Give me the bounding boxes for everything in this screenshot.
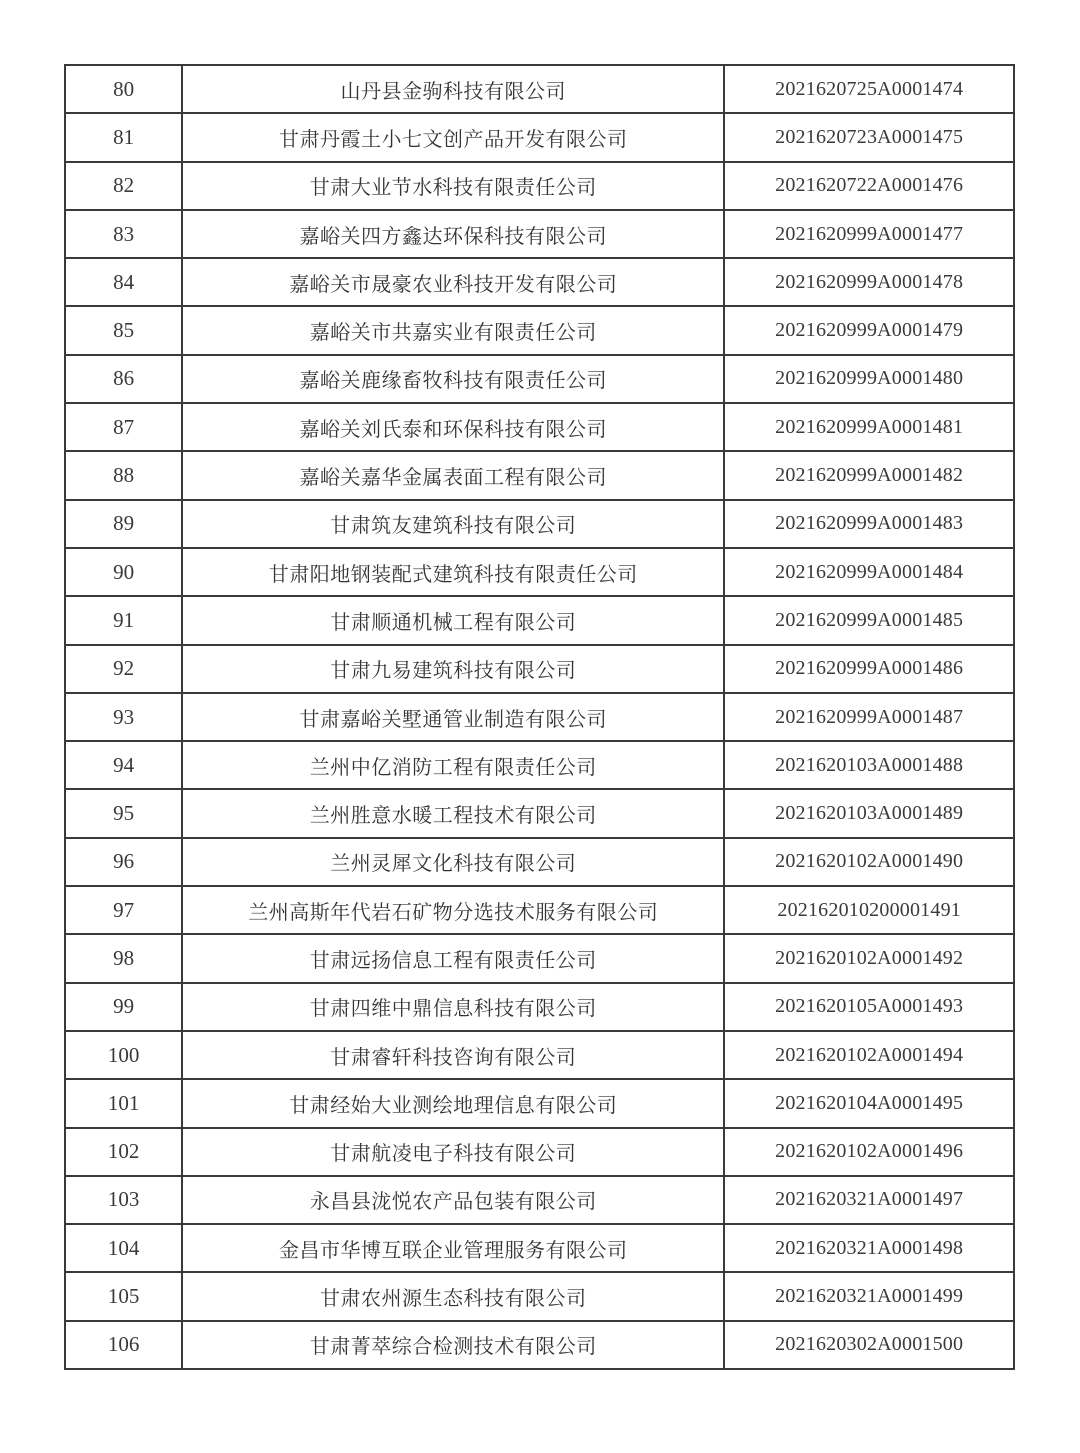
table-row (65, 934, 1014, 982)
table-row (65, 355, 1014, 403)
row-number: 103 (65, 1176, 182, 1224)
company-name: 嘉峪关市晟豪农业科技开发有限公司 (182, 258, 724, 306)
registration-code: 2021620302A0001500 (724, 1321, 1014, 1369)
table-row (65, 306, 1014, 354)
registration-code: 2021620321A0001498 (724, 1224, 1014, 1272)
registration-code: 2021620321A0001497 (724, 1176, 1014, 1224)
table-row (65, 258, 1014, 306)
company-name: 甘肃远扬信息工程有限责任公司 (182, 934, 724, 982)
company-name: 金昌市华博互联企业管理服务有限公司 (182, 1224, 724, 1272)
company-name: 甘肃菁萃综合检测技术有限公司 (182, 1321, 724, 1369)
company-name: 甘肃阳地钢装配式建筑科技有限责任公司 (182, 548, 724, 596)
company-name: 甘肃四维中鼎信息科技有限公司 (182, 983, 724, 1031)
row-number: 89 (65, 500, 182, 548)
registration-code: 2021620103A0001488 (724, 741, 1014, 789)
table-row (65, 1321, 1014, 1369)
row-number: 81 (65, 113, 182, 161)
table-row (65, 403, 1014, 451)
table-row (65, 596, 1014, 644)
row-number: 80 (65, 65, 182, 113)
registration-code: 2021620999A0001482 (724, 451, 1014, 499)
table-row (65, 65, 1014, 113)
row-number: 97 (65, 886, 182, 934)
row-number: 102 (65, 1128, 182, 1176)
row-number: 96 (65, 838, 182, 886)
registration-code: 2021620725A0001474 (724, 65, 1014, 113)
row-number: 98 (65, 934, 182, 982)
registration-code: 2021620999A0001485 (724, 596, 1014, 644)
company-name: 嘉峪关四方鑫达环保科技有限公司 (182, 210, 724, 258)
table-row (65, 789, 1014, 837)
registration-code: 2021620104A0001495 (724, 1079, 1014, 1127)
registration-code: 2021620103A0001489 (724, 789, 1014, 837)
table-row (65, 1224, 1014, 1272)
table-row (65, 983, 1014, 1031)
row-number: 94 (65, 741, 182, 789)
table-row (65, 1079, 1014, 1127)
row-number: 88 (65, 451, 182, 499)
company-name: 甘肃顺通机械工程有限公司 (182, 596, 724, 644)
row-number: 101 (65, 1079, 182, 1127)
registration-code: 2021620105A0001493 (724, 983, 1014, 1031)
company-name: 甘肃筑友建筑科技有限公司 (182, 500, 724, 548)
registration-code: 2021620102A0001492 (724, 934, 1014, 982)
registration-code: 2021620999A0001486 (724, 645, 1014, 693)
company-name: 甘肃九易建筑科技有限公司 (182, 645, 724, 693)
registration-code: 2021620102A0001496 (724, 1128, 1014, 1176)
row-number: 82 (65, 162, 182, 210)
table-row (65, 645, 1014, 693)
registration-code: 2021620102A0001490 (724, 838, 1014, 886)
table-row (65, 838, 1014, 886)
registration-code: 2021620999A0001477 (724, 210, 1014, 258)
registration-code: 2021620999A0001481 (724, 403, 1014, 451)
registration-code: 2021620999A0001487 (724, 693, 1014, 741)
company-name: 兰州中亿消防工程有限责任公司 (182, 741, 724, 789)
company-name: 嘉峪关嘉华金属表面工程有限公司 (182, 451, 724, 499)
registration-code: 2021620722A0001476 (724, 162, 1014, 210)
company-name: 兰州胜意水暖工程技术有限公司 (182, 789, 724, 837)
table-row (65, 162, 1014, 210)
company-name: 永昌县泷悦农产品包装有限公司 (182, 1176, 724, 1224)
company-name: 嘉峪关市共嘉实业有限责任公司 (182, 306, 724, 354)
row-number: 87 (65, 403, 182, 451)
registration-code: 2021620723A0001475 (724, 113, 1014, 161)
company-name: 甘肃丹霞土小七文创产品开发有限公司 (182, 113, 724, 161)
table-row (65, 500, 1014, 548)
table-row (65, 548, 1014, 596)
row-number: 99 (65, 983, 182, 1031)
registration-code: 2021620321A0001499 (724, 1272, 1014, 1320)
table-row (65, 1128, 1014, 1176)
table-row (65, 210, 1014, 258)
company-name: 甘肃航凌电子科技有限公司 (182, 1128, 724, 1176)
registration-code: 2021620999A0001480 (724, 355, 1014, 403)
registration-code: 2021620999A0001483 (724, 500, 1014, 548)
registration-code: 2021620999A0001479 (724, 306, 1014, 354)
row-number: 91 (65, 596, 182, 644)
row-number: 83 (65, 210, 182, 258)
row-number: 90 (65, 548, 182, 596)
table-row (65, 741, 1014, 789)
company-name: 甘肃睿轩科技咨询有限公司 (182, 1031, 724, 1079)
company-name: 甘肃经始大业测绘地理信息有限公司 (182, 1079, 724, 1127)
company-name: 兰州高斯年代岩石矿物分选技术服务有限公司 (182, 886, 724, 934)
row-number: 100 (65, 1031, 182, 1079)
company-name: 甘肃农州源生态科技有限公司 (182, 1272, 724, 1320)
company-name: 兰州灵犀文化科技有限公司 (182, 838, 724, 886)
registration-code: 2021620102A0001494 (724, 1031, 1014, 1079)
registration-code: 2021620999A0001484 (724, 548, 1014, 596)
company-name: 甘肃嘉峪关墅通管业制造有限公司 (182, 693, 724, 741)
table-row (65, 1031, 1014, 1079)
table-row (65, 451, 1014, 499)
company-name: 山丹县金驹科技有限公司 (182, 65, 724, 113)
registration-code: 2021620999A0001478 (724, 258, 1014, 306)
row-number: 92 (65, 645, 182, 693)
company-name: 嘉峪关刘氏泰和环保科技有限公司 (182, 403, 724, 451)
table-row (65, 1272, 1014, 1320)
row-number: 86 (65, 355, 182, 403)
company-name: 嘉峪关鹿缘畜牧科技有限责任公司 (182, 355, 724, 403)
company-name: 甘肃大业节水科技有限责任公司 (182, 162, 724, 210)
row-number: 104 (65, 1224, 182, 1272)
row-number: 93 (65, 693, 182, 741)
table-body (65, 65, 1014, 1369)
table-row (65, 113, 1014, 161)
row-number: 105 (65, 1272, 182, 1320)
company-registry-table (64, 64, 1015, 1370)
table-row (65, 886, 1014, 934)
table-row (65, 1176, 1014, 1224)
row-number: 84 (65, 258, 182, 306)
registration-code: 202162010200001491 (724, 886, 1014, 934)
row-number: 106 (65, 1321, 182, 1369)
table-row (65, 693, 1014, 741)
row-number: 85 (65, 306, 182, 354)
row-number: 95 (65, 789, 182, 837)
